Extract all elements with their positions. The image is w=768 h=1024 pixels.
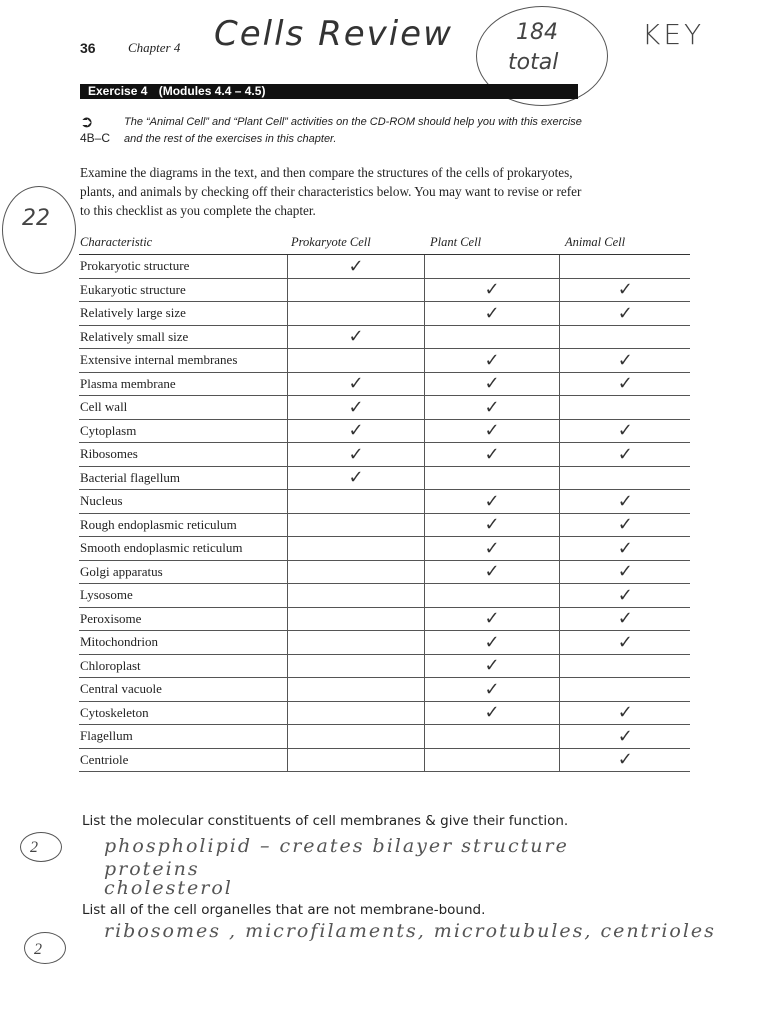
plant-check-cell — [424, 490, 559, 514]
checkmark-icon: ✓ — [484, 537, 500, 559]
table-row — [79, 396, 690, 420]
exercise-modules: (Modules 4.4 – 4.5) — [158, 84, 266, 98]
prokaryote-check-cell — [287, 349, 424, 373]
animal-check-cell — [559, 748, 690, 772]
animal-check-cell — [559, 537, 690, 561]
checkmark-icon: ✓ — [348, 396, 364, 418]
checkmark-icon: ✓ — [484, 655, 500, 677]
checkmark-icon: ✓ — [484, 678, 500, 700]
characteristic-name: Smooth endoplasmic reticulum — [79, 537, 287, 561]
checkmark-icon: ✓ — [348, 420, 364, 442]
cdrom-activity-code: 4B–C — [80, 131, 111, 145]
characteristic-name: Golgi apparatus — [79, 560, 287, 584]
plant-check-cell — [424, 513, 559, 537]
instructions-paragraph: Examine the diagrams in the text, and then compare the structures of the cells of prokaryotes, plants, and animals by checking off their characteristics below. You may want to revise or refer to this checklist as you complete the chapter. — [80, 165, 582, 218]
animal-check-cell — [559, 654, 690, 678]
animal-check-cell — [559, 560, 690, 584]
question-2-points-circle — [24, 932, 66, 964]
characteristic-name: Lysosome — [79, 584, 287, 608]
checkmark-icon: ✓ — [617, 302, 633, 324]
total-note-number: 184 — [516, 20, 558, 45]
animal-check-cell — [559, 584, 690, 608]
page-number: 36 — [80, 40, 96, 56]
plant-check-cell — [424, 443, 559, 467]
table-body — [79, 255, 690, 772]
prokaryote-check-cell — [287, 654, 424, 678]
plant-check-cell — [424, 466, 559, 490]
characteristic-name: Nucleus — [79, 490, 287, 514]
characteristic-name: Central vacuole — [79, 678, 287, 702]
prokaryote-check-cell — [287, 443, 424, 467]
checkmark-icon: ✓ — [484, 608, 500, 630]
characteristic-name: Peroxisome — [79, 607, 287, 631]
characteristic-name: Cell wall — [79, 396, 287, 420]
table-row — [79, 466, 690, 490]
plant-check-cell — [424, 255, 559, 279]
table-row — [79, 631, 690, 655]
table-row — [79, 560, 690, 584]
animal-check-cell — [559, 372, 690, 396]
prokaryote-check-cell — [287, 725, 424, 749]
exercise-label: Exercise 4 — [88, 84, 148, 98]
animal-check-cell — [559, 631, 690, 655]
question-2-answer: ribosomes , microfilaments, microtubules, centrioles — [104, 920, 716, 942]
checkmark-icon: ✓ — [348, 443, 364, 465]
animal-check-cell — [559, 396, 690, 420]
checkmark-icon: ✓ — [484, 561, 500, 583]
checkmark-icon: ✓ — [617, 537, 633, 559]
checkmark-icon: ✓ — [617, 514, 633, 536]
animal-check-cell — [559, 701, 690, 725]
animal-check-cell — [559, 325, 690, 349]
characteristic-name: Relatively small size — [79, 325, 287, 349]
checkmark-icon: ✓ — [617, 631, 633, 653]
key-note: KEY — [642, 18, 705, 51]
checkmark-icon: ✓ — [617, 349, 633, 371]
prokaryote-check-cell — [287, 372, 424, 396]
characteristic-name: Ribosomes — [79, 443, 287, 467]
page-title: Cells Review — [214, 14, 453, 54]
characteristic-name: Chloroplast — [79, 654, 287, 678]
prokaryote-check-cell — [287, 584, 424, 608]
characteristic-name: Cytoskeleton — [79, 701, 287, 725]
question-1-points-circle — [20, 832, 62, 862]
arrow-circle-icon: ➲ — [80, 112, 94, 131]
prokaryote-check-cell — [287, 631, 424, 655]
characteristic-name: Relatively large size — [79, 302, 287, 326]
plant-check-cell — [424, 607, 559, 631]
animal-check-cell — [559, 513, 690, 537]
plant-check-cell — [424, 748, 559, 772]
chapter-label: Chapter 4 — [128, 40, 181, 55]
plant-check-cell — [424, 396, 559, 420]
checkmark-icon: ✓ — [617, 608, 633, 630]
question-2-points: 2 — [34, 941, 42, 958]
animal-check-cell — [559, 678, 690, 702]
characteristic-name: Centriole — [79, 748, 287, 772]
total-note-word: total — [508, 50, 559, 75]
animal-check-cell — [559, 725, 690, 749]
checkmark-icon: ✓ — [617, 490, 633, 512]
exercise-bar — [80, 84, 578, 99]
checkmark-icon: ✓ — [617, 702, 633, 724]
prokaryote-check-cell — [287, 255, 424, 279]
checkmark-icon: ✓ — [484, 420, 500, 442]
checkmark-icon: ✓ — [484, 302, 500, 324]
animal-check-cell — [559, 490, 690, 514]
prokaryote-check-cell — [287, 490, 424, 514]
question-1-points: 2 — [30, 839, 38, 856]
animal-check-cell — [559, 302, 690, 326]
characteristic-name: Prokaryotic structure — [79, 255, 287, 279]
cdrom-note-text: The “Animal Cell” and “Plant Cell” activities on the CD-ROM should help you with this exercise and the rest of the exercises in this chapter. — [124, 116, 582, 145]
table-row — [79, 302, 690, 326]
checkmark-icon: ✓ — [484, 702, 500, 724]
checkmark-icon: ✓ — [348, 326, 364, 348]
table-row — [79, 325, 690, 349]
plant-check-cell — [424, 654, 559, 678]
animal-check-cell — [559, 466, 690, 490]
table-row — [79, 419, 690, 443]
score-note: 22 — [22, 206, 50, 231]
table-row — [79, 278, 690, 302]
checkmark-icon: ✓ — [348, 467, 364, 489]
characteristic-name: Flagellum — [79, 725, 287, 749]
checkmark-icon: ✓ — [484, 514, 500, 536]
prokaryote-check-cell — [287, 537, 424, 561]
checkmark-icon: ✓ — [484, 349, 500, 371]
characteristic-name: Eukaryotic structure — [79, 278, 287, 302]
plant-check-cell — [424, 560, 559, 584]
question-2-prompt: List all of the cell organelles that are not membrane-bound. — [82, 902, 486, 918]
table-row — [79, 537, 690, 561]
plant-check-cell — [424, 419, 559, 443]
animal-check-cell — [559, 255, 690, 279]
prokaryote-check-cell — [287, 396, 424, 420]
characteristic-name: Rough endoplasmic reticulum — [79, 513, 287, 537]
question-1-answer-line: phospholipid – creates bilayer structure — [104, 835, 569, 857]
characteristic-name: Plasma membrane — [79, 372, 287, 396]
checkmark-icon: ✓ — [617, 749, 633, 771]
animal-check-cell — [559, 443, 690, 467]
table-row — [79, 607, 690, 631]
plant-check-cell — [424, 678, 559, 702]
checkmark-icon: ✓ — [484, 490, 500, 512]
plant-check-cell — [424, 701, 559, 725]
header-animal: Animal Cell — [559, 231, 690, 255]
table-row — [79, 255, 690, 279]
plant-check-cell — [424, 584, 559, 608]
plant-check-cell — [424, 278, 559, 302]
plant-check-cell — [424, 325, 559, 349]
prokaryote-check-cell — [287, 513, 424, 537]
table-row — [79, 490, 690, 514]
checkmark-icon: ✓ — [617, 443, 633, 465]
plant-check-cell — [424, 537, 559, 561]
checkmark-icon: ✓ — [484, 396, 500, 418]
prokaryote-check-cell — [287, 278, 424, 302]
question-1-answer-line: cholesterol — [104, 877, 233, 899]
header-characteristic: Characteristic — [79, 231, 287, 255]
header-prokaryote: Prokaryote Cell — [287, 231, 424, 255]
prokaryote-check-cell — [287, 560, 424, 584]
prokaryote-check-cell — [287, 607, 424, 631]
table-row — [79, 513, 690, 537]
checkmark-icon: ✓ — [484, 443, 500, 465]
checkmark-icon: ✓ — [484, 631, 500, 653]
checkmark-icon: ✓ — [348, 255, 364, 277]
checkmark-icon: ✓ — [617, 373, 633, 395]
characteristics-table — [79, 231, 690, 772]
checkmark-icon: ✓ — [484, 279, 500, 301]
table-row — [79, 443, 690, 467]
plant-check-cell — [424, 631, 559, 655]
table-row — [79, 349, 690, 373]
characteristic-name: Cytoplasm — [79, 419, 287, 443]
plant-check-cell — [424, 349, 559, 373]
checkmark-icon: ✓ — [617, 279, 633, 301]
question-1-answer-line: proteins — [104, 858, 200, 880]
prokaryote-check-cell — [287, 678, 424, 702]
animal-check-cell — [559, 419, 690, 443]
characteristic-name: Bacterial flagellum — [79, 466, 287, 490]
prokaryote-check-cell — [287, 302, 424, 326]
checkmark-icon: ✓ — [617, 420, 633, 442]
animal-check-cell — [559, 607, 690, 631]
plant-check-cell — [424, 725, 559, 749]
checkmark-icon: ✓ — [617, 584, 633, 606]
question-1-prompt: List the molecular constituents of cell membranes & give their function. — [82, 813, 569, 829]
checkmark-icon: ✓ — [617, 725, 633, 747]
plant-check-cell — [424, 372, 559, 396]
checkmark-icon: ✓ — [617, 561, 633, 583]
animal-check-cell — [559, 278, 690, 302]
characteristic-name: Extensive internal membranes — [79, 349, 287, 373]
table-header-row — [79, 231, 690, 255]
prokaryote-check-cell — [287, 701, 424, 725]
prokaryote-check-cell — [287, 325, 424, 349]
characteristic-name: Mitochondrion — [79, 631, 287, 655]
checkmark-icon: ✓ — [348, 373, 364, 395]
table-row — [79, 748, 690, 772]
prokaryote-check-cell — [287, 748, 424, 772]
header-plant: Plant Cell — [424, 231, 559, 255]
table-row — [79, 725, 690, 749]
prokaryote-check-cell — [287, 419, 424, 443]
checkmark-icon: ✓ — [484, 373, 500, 395]
table-row — [79, 372, 690, 396]
plant-check-cell — [424, 302, 559, 326]
prokaryote-check-cell — [287, 466, 424, 490]
table-row — [79, 584, 690, 608]
table-row — [79, 678, 690, 702]
table-row — [79, 654, 690, 678]
animal-check-cell — [559, 349, 690, 373]
table-row — [79, 701, 690, 725]
